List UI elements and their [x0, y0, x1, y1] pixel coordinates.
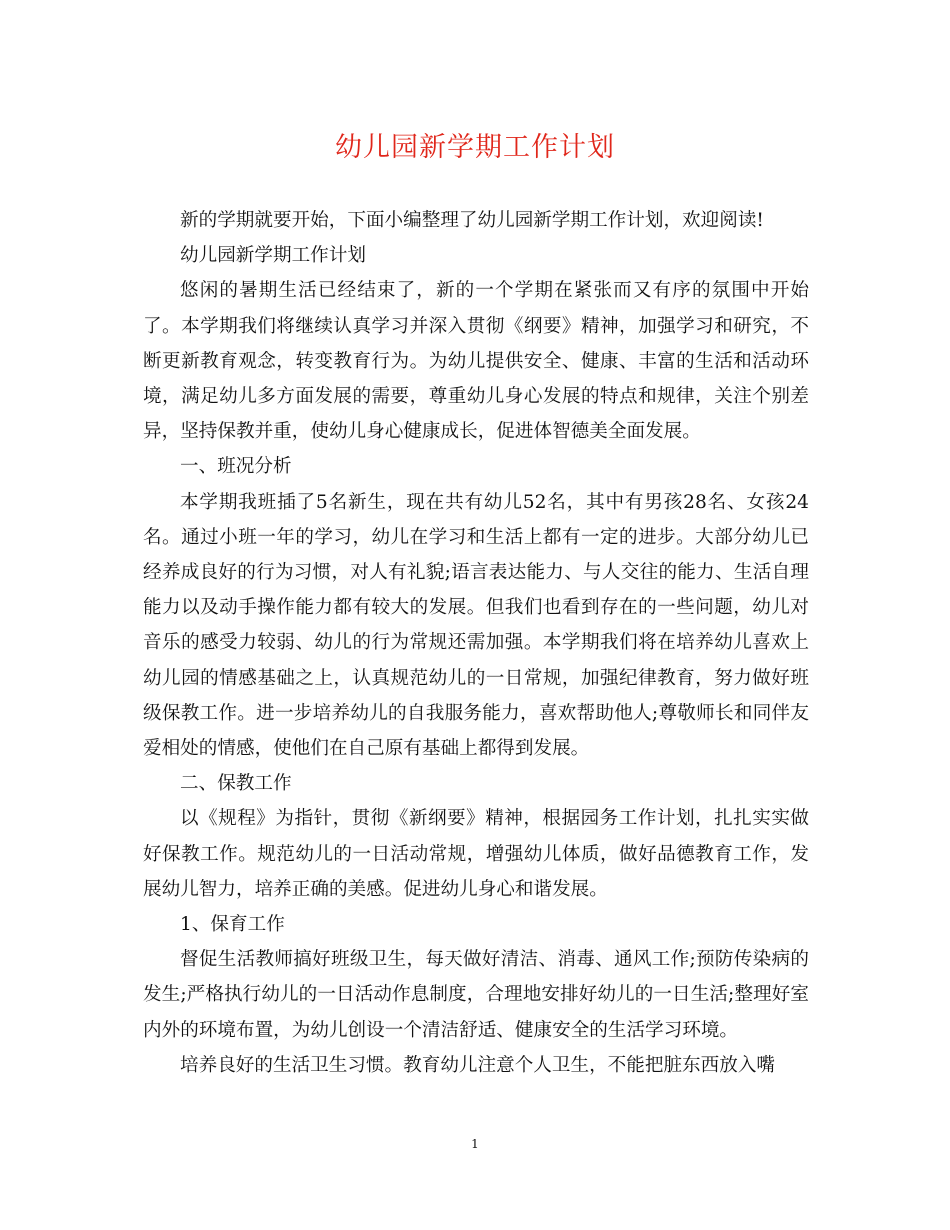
section-heading-care-education: 二、保教工作 [180, 773, 292, 795]
document-title: 幼儿园新学期工作计划 [335, 132, 615, 163]
paragraph-hygiene-habits: 培养良好的生活卫生习惯。教育幼儿注意个人卫生，不能把脏东西放入嘴 [180, 1054, 776, 1076]
document-subtitle: 幼儿园新学期工作计划 [180, 245, 366, 267]
paragraph-care-work: 督促生活教师搞好班级卫生，每天做好清洁、消毒、通风工作;预防传染病的发生;严格执行幼儿的一日活动作息制度，合理地安排好幼儿的一日生活;整理好室内外的环境布置，为幼儿创设一个清洁舒适、健康安全的生活学习环境。 [143, 949, 809, 1041]
intro-paragraph: 新的学期就要开始，下面小编整理了幼儿园新学期工作计划，欢迎阅读! [180, 210, 764, 231]
paragraph-class-analysis: 本学期我班插了5名新生，现在共有幼儿52名，其中有男孩28名、女孩24名。通过小班一年的学习，幼儿在学习和生活上都有一定的进步。大部分幼儿已经养成良好的行为习惯，对人有礼貌;语言表达能力、与人交往的能力、生活自理能力以及动手操作能力都有较大的发展。但我们也看到存在的一些问题，幼儿对音乐的感受力较弱、幼儿的行为常规还需加强。本学期我们将在培养幼儿喜欢上幼儿园的情感基础之上，认真规范幼儿的一日常规，加强纪律教育，努力做好班级保教工作。进一步培养幼儿的自我服务能力，喜欢帮助他人;尊敬师长和同伴友爱相处的情感，使他们在自己原有基础上都得到发展。 [143, 491, 809, 760]
subsection-heading-care-work: 1、保育工作 [180, 914, 285, 936]
section-heading-class-analysis: 一、班况分析 [180, 456, 292, 478]
paragraph-opening: 悠闲的暑期生活已经结束了，新的一个学期在紧张而又有序的氛围中开始了。本学期我们将继续认真学习并深入贯彻《纲要》精神，加强学习和研究，不断更新教育观念，转变教育行为。为幼儿提供安全、健康、丰富的生活和活动环境，满足幼儿多方面发展的需要，尊重幼儿身心发展的特点和规律，关注个别差异，坚持保教并重，使幼儿身心健康成长，促进体智德美全面发展。 [143, 280, 809, 443]
document-body [143, 203, 809, 1083]
page-number: 1 [471, 1137, 479, 1151]
paragraph-care-education: 以《规程》为指针，贯彻《新纲要》精神，根据园务工作计划，扎扎实实做好保教工作。规范幼儿的一日活动常规，增强幼儿体质，做好品德教育工作，发展幼儿智力，培养正确的美感。促进幼儿身心和谐发展。 [143, 808, 809, 900]
